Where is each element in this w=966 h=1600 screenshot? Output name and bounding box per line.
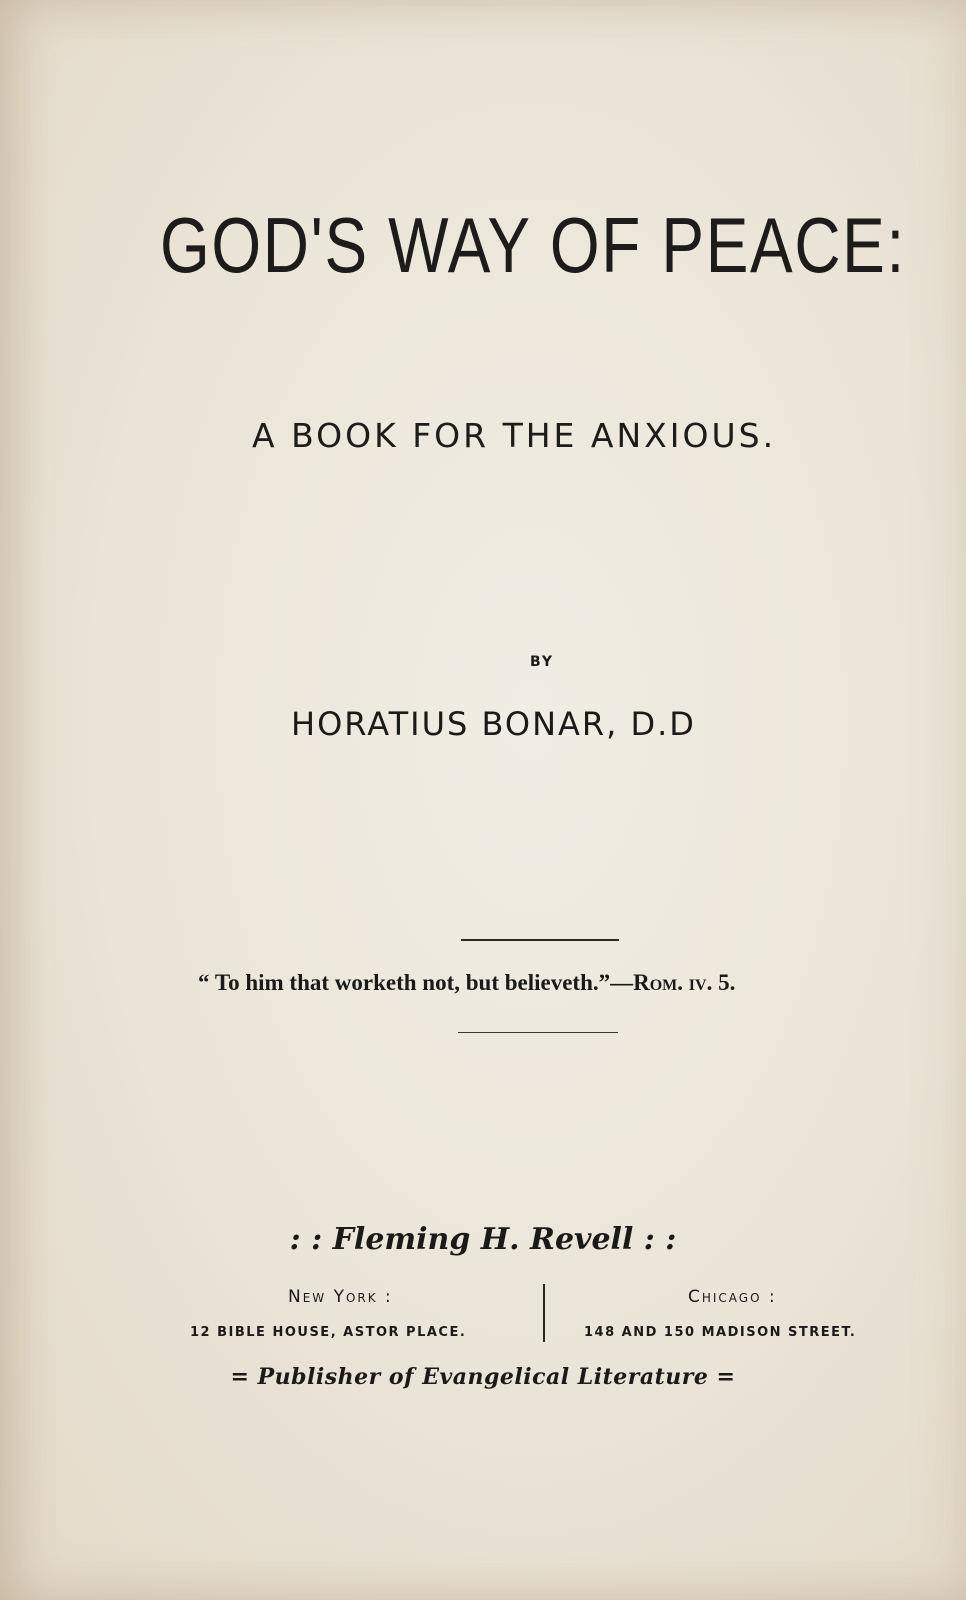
new-york-address: 12 BIBLE HOUSE, ASTOR PLACE.: [190, 1325, 467, 1340]
epigraph-reference: Rom. iv. 5.: [633, 970, 736, 995]
chicago-address: 148 AND 150 MADISON STREET.: [584, 1325, 857, 1340]
epigraph-rule-top: [461, 939, 619, 941]
author-name: HORATIUS BONAR, D.D: [291, 705, 696, 743]
publisher-tagline: = Publisher of Evangelical Literature =: [230, 1364, 736, 1390]
epigraph-text: “ To him that worketh not, but believeth.”—: [198, 970, 634, 995]
new-york-label: New York :: [288, 1287, 393, 1307]
book-subtitle: A BOOK FOR THE ANXIOUS.: [252, 416, 777, 455]
publisher-name: : : Fleming H. Revell : :: [289, 1222, 677, 1257]
epigraph-rule-bottom: [458, 1032, 618, 1033]
chicago-label: Chicago :: [688, 1287, 777, 1307]
by-label: BY: [530, 654, 555, 670]
book-title: GOD'S WAY OF PEACE:: [160, 201, 906, 289]
address-divider: [543, 1284, 545, 1342]
epigraph: [198, 970, 735, 996]
